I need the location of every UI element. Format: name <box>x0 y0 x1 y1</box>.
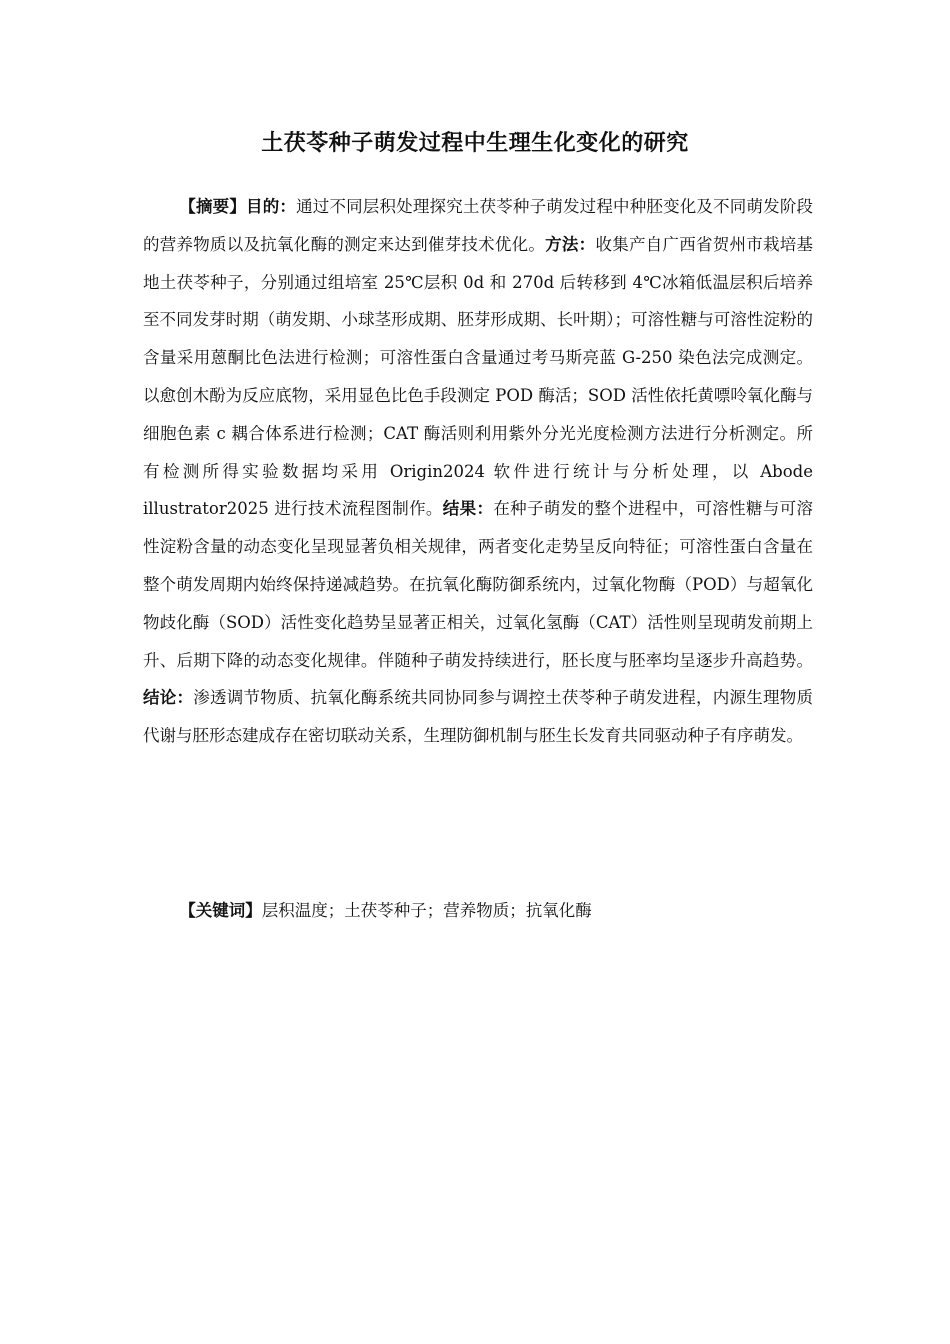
results-text: 在种子萌发的整个进程中，可溶性糖与可溶性淀粉含量的动态变化呈现显著负相关规律，两者变化走势呈反向特征；可溶性蛋白含量在整个萌发周期内始终保持递减趋势。在抗氧化酶防御系统内，过氧化物酶（POD）与超氧化物歧化酶（SOD）活性变化趋势呈显著正相关，过氧化氢酶（CAT）活性则呈现萌发前期上升、后期下降的动态变化规律。伴随种子萌发持续进行，胚长度与胚率均呈逐步升高趋势。 <box>143 499 814 670</box>
conclusion-text: 渗透调节物质、抗氧化酶系统共同协同参与调控土茯苓种子萌发进程，内源生理物质代谢与胚形态建成存在密切联动关系，生理防御机制与胚生长发育共同驱动种子有序萌发。 <box>143 688 814 746</box>
methods-label: 方法： <box>545 234 596 254</box>
objective-text: 通过不同层积处理探究土茯苓种子萌发过程中种胚变化及不同萌发阶段的营养物质以及抗氧化酶的测定来达到催芽技术优化。 <box>143 197 814 254</box>
keywords-text: 层积温度；土茯苓种子；营养物质；抗氧化酶 <box>261 901 592 920</box>
page-title: 土茯苓种子萌发过程中生理生化变化的研究 <box>261 131 689 156</box>
results-label: 结果： <box>442 499 494 519</box>
keywords-paragraph <box>143 892 813 930</box>
abstract-heading: 【摘要】 <box>179 197 247 216</box>
methods-text: 收集产自广西省贺州市栽培基地土茯苓种子，分别通过组培室 25℃层积 0d 和 270d 后转移到 4℃冰箱低温层积后培养至不同发芽时期（萌发期、小球茎形成期、胚芽形成期、长叶期）；可溶性糖与可溶性淀粉的含量采用蒽酮比色法进行检测；可溶性蛋白含量通过考马斯亮蓝 G-250 染色法完成测定。以愈创木酚为反应底物，采用显色比色手段测定 POD 酶活；SOD 活性依托黄嘌呤氧化酶与细胞色素 c 耦合体系进行检测；CAT 酶活则利用紫外分光光度检测方法进行分析测定。所有检测所得实验数据均采用 Origin2024 软件进行统计与分析处理，以 Abode illustrator2025 进行技术流程图制作。 <box>143 234 814 519</box>
abstract-paragraph <box>143 188 813 755</box>
conclusion-label: 结论： <box>143 688 194 708</box>
keywords-heading: 【关键词】 <box>179 901 262 920</box>
objective-label: 目的： <box>246 197 297 216</box>
